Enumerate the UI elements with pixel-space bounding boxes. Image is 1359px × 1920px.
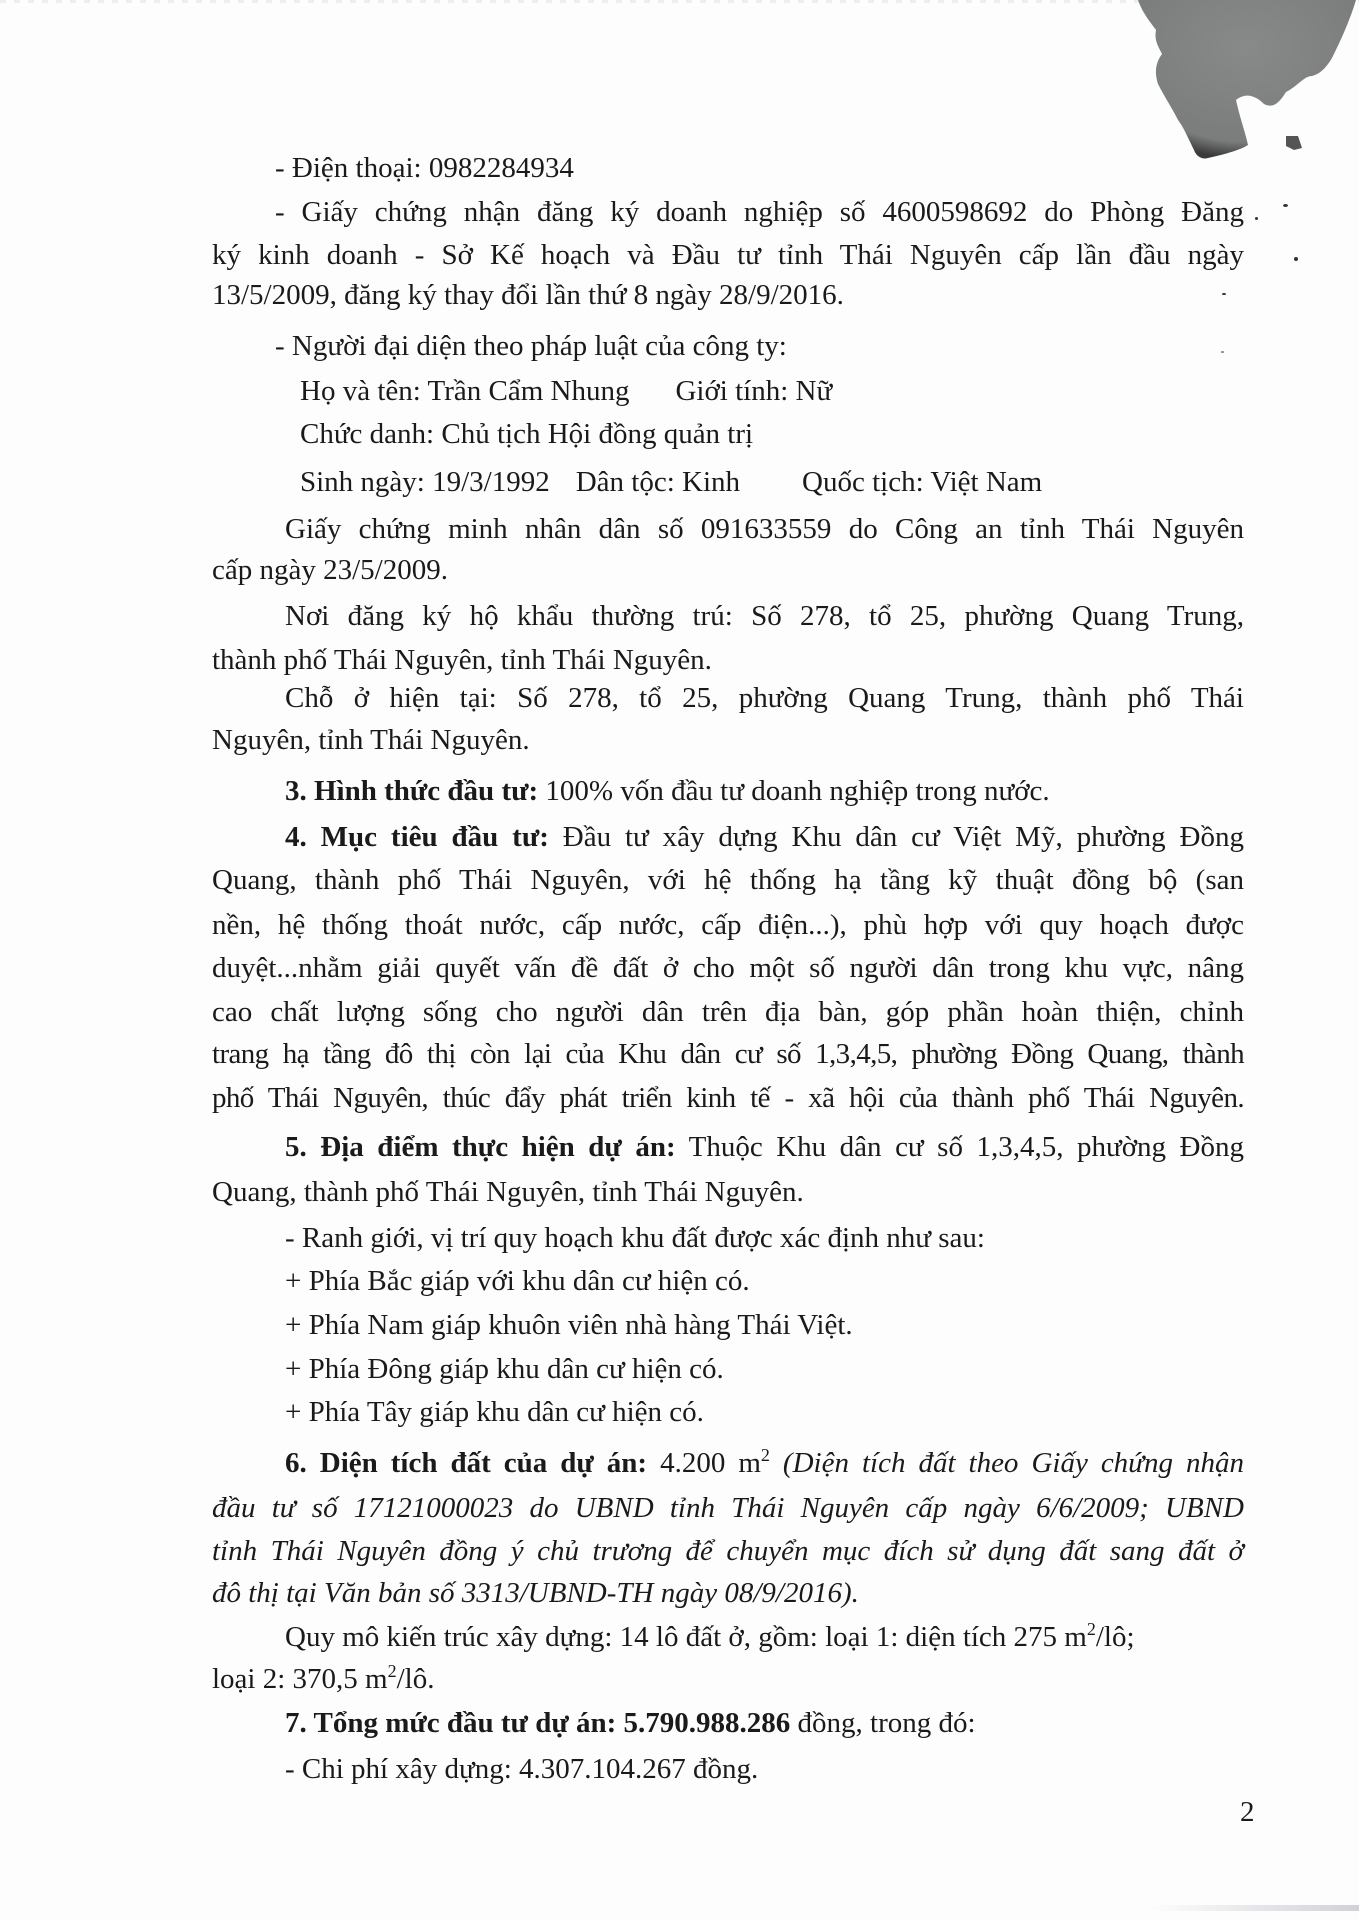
legal-rep-name: Họ và tên: Trần Cẩm Nhung [300, 375, 630, 407]
scan-speck [1294, 257, 1298, 261]
legal-rep-birth-line [300, 464, 1244, 500]
section-5-heading: 5. Địa điểm thực hiện dự án: [285, 1131, 676, 1163]
boundary-intro: - Ranh giới, vị trí quy hoạch khu đất được xác định như sau: [285, 1222, 985, 1254]
section-6-scale-line-1 [285, 1619, 1244, 1655]
section-6-area-sup: 2 [760, 1445, 770, 1465]
section-6-note-2: đầu tư số 17121000023 do UBND tỉnh Thái Nguyên cấp ngày 6/6/2009; UBND [212, 1492, 1244, 1524]
boundary-east: + Phía Đông giáp khu dân cư hiện có. [285, 1353, 724, 1385]
id-card-line-2: cấp ngày 23/5/2009. [212, 554, 448, 586]
boundary-south: + Phía Nam giáp khuôn viên nhà hàng Thái Việt. [285, 1309, 853, 1341]
section-4-line-5: cao chất lượng sống cho người dân trên địa bàn, góp phần hoàn thiện, chỉnh [212, 996, 1244, 1028]
phone-number: 0982284934 [428, 152, 574, 184]
id-card-line-1: Giấy chứng minh nhân dân số 091633559 do Công an tỉnh Thái Nguyên [285, 513, 1244, 545]
scan-speck [1283, 204, 1288, 207]
section-7-text: đồng, trong đó: [790, 1707, 976, 1739]
section-5-line-2: Quang, thành phố Thái Nguyên, tỉnh Thái Nguyên. [212, 1176, 804, 1208]
section-6-area: 4.200 m [647, 1447, 761, 1479]
scale-text-1: Quy mô kiến trúc xây dựng: 14 lô đất ở, gồm: loại 1: diện tích 275 m [285, 1621, 1087, 1653]
boundary-north: + Phía Bắc giáp với khu dân cư hiện có. [285, 1265, 750, 1297]
section-3 [285, 773, 1244, 809]
legal-rep-ethnicity: Dân tộc: Kinh [575, 466, 741, 498]
legal-rep-nationality: Quốc tịch: Việt Nam [802, 466, 1043, 498]
business-registration-line-1: - Giấy chứng nhận đăng ký doanh nghiệp số 4600598692 do Phòng Đăng [275, 196, 1244, 228]
boundary-west: + Phía Tây giáp khu dân cư hiện có. [285, 1396, 704, 1428]
scale-sup-2: 2 [387, 1661, 397, 1681]
legal-rep-gender: Giới tính: Nữ [675, 375, 833, 407]
legal-rep-title: Chức danh: Chủ tịch Hội đồng quản trị [300, 418, 754, 450]
phone-label: - Điện thoại: [275, 152, 429, 184]
section-4-line-3: nền, hệ thống thoát nước, cấp nước, cấp điện...), phù hợp với quy hoạch được [212, 909, 1244, 941]
section-6-note-1: (Diện tích đất theo Giấy chứng nhận [769, 1447, 1245, 1479]
scan-speck [1255, 217, 1258, 220]
section-4-line-7: phố Thái Nguyên, thúc đẩy phát triển kinh tế - xã hội của thành phố Thái Nguyên. [212, 1082, 1244, 1114]
permanent-residence-line-1: Nơi đăng ký hộ khẩu thường trú: Số 278, tổ 25, phường Quang Trung, [285, 600, 1244, 632]
scale-unit-1: /lô; [1095, 1621, 1135, 1653]
permanent-residence-line-2: thành phố Thái Nguyên, tỉnh Thái Nguyên. [212, 644, 712, 676]
section-4-line-1 [285, 819, 1244, 855]
legal-rep-heading: - Người đại diện theo pháp luật của công ty: [275, 330, 787, 362]
section-5-line-1 [285, 1129, 1244, 1165]
business-registration-line-3: 13/5/2009, đăng ký thay đổi lần thứ 8 ngày 28/9/2016. [212, 279, 844, 311]
section-6-line-1 [285, 1445, 1244, 1481]
scale-text-2: loại 2: 370,5 m [212, 1663, 388, 1695]
section-3-text: 100% vốn đầu tư doanh nghiệp trong nước. [538, 775, 1050, 807]
page-number: 2 [1240, 1796, 1255, 1828]
construction-cost: - Chi phí xây dựng: 4.307.104.267 đồng. [285, 1753, 759, 1785]
phone-line [275, 150, 1244, 186]
section-4-line-4: duyệt...nhằm giải quyết vấn đề đất ở cho một số người dân trong khu vực, nâng [212, 952, 1244, 984]
scale-unit-2: /lô. [396, 1663, 435, 1695]
legal-rep-birth-date: Sinh ngày: 19/3/1992 [300, 466, 550, 498]
current-residence-line-2: Nguyên, tỉnh Thái Nguyên. [212, 724, 530, 756]
scan-edge-artifact [1150, 1905, 1359, 1911]
section-3-heading: 3. Hình thức đầu tư: [285, 775, 539, 807]
section-6-scale-line-2 [212, 1661, 1244, 1697]
section-7-heading: 7. Tổng mức đầu tư dự án: 5.790.988.286 [285, 1707, 791, 1739]
section-6-note-3: tỉnh Thái Nguyên đồng ý chủ trương để chuyển mục đích sử dụng đất sang đất ở [212, 1535, 1244, 1567]
section-5-text-1: Thuộc Khu dân cư số 1,3,4,5, phường Đồng [675, 1131, 1244, 1163]
section-4-heading: 4. Mục tiêu đầu tư: [285, 821, 549, 853]
business-registration-line-2: ký kinh doanh - Sở Kế hoạch và Đầu tư tỉnh Thái Nguyên cấp lần đầu ngày [212, 239, 1244, 271]
legal-rep-name-line [300, 373, 1244, 409]
scale-sup-1: 2 [1086, 1619, 1096, 1639]
current-residence-line-1: Chỗ ở hiện tại: Số 278, tổ 25, phường Quang Trung, thành phố Thái [285, 682, 1244, 714]
scan-blot-artifact [1136, 0, 1359, 170]
section-7-line-1 [285, 1705, 1244, 1741]
section-4-line-6: trang hạ tầng đô thị còn lại của Khu dân cư số 1,3,4,5, phường Đồng Quang, thành [212, 1038, 1244, 1070]
section-4-line-2: Quang, thành phố Thái Nguyên, với hệ thống hạ tầng kỹ thuật đồng bộ (san [212, 864, 1244, 896]
section-6-note-4: đô thị tại Văn bản số 3313/UBND-TH ngày 08/9/2016). [212, 1577, 859, 1609]
section-6-heading: 6. Diện tích đất của dự án: [285, 1447, 648, 1479]
section-4-text-1: Đầu tư xây dựng Khu dân cư Việt Mỹ, phường Đồng [548, 821, 1244, 853]
